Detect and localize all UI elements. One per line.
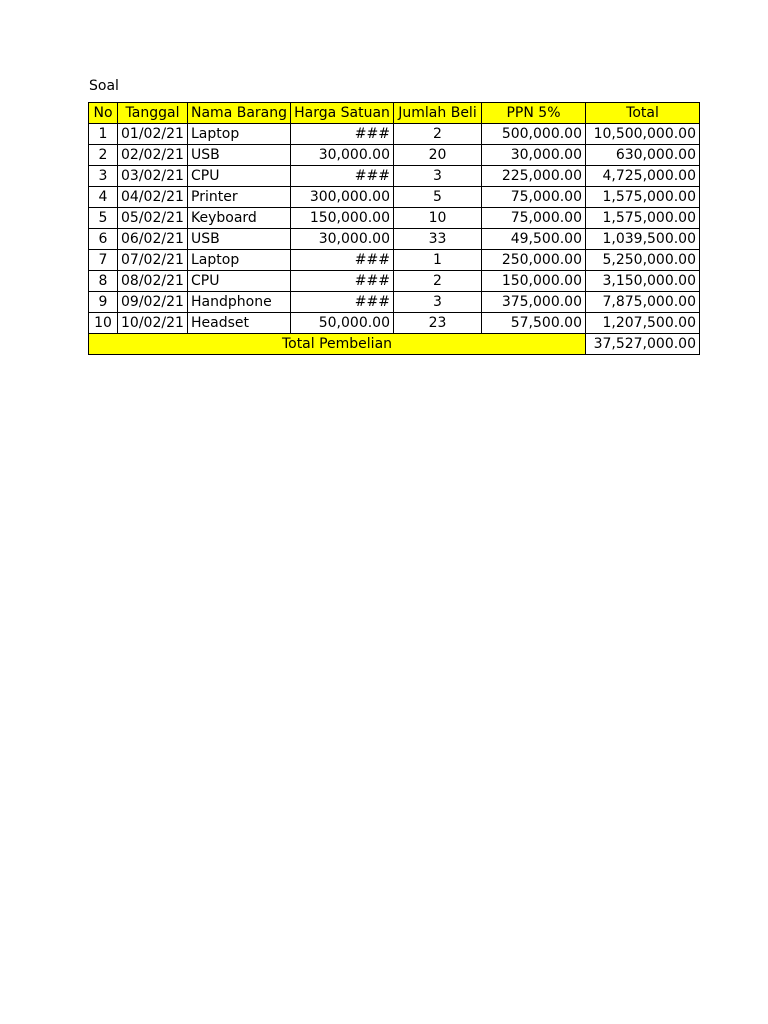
cell-no[interactable]: 10 [89,313,118,334]
cell-harga-satuan[interactable]: 50,000.00 [291,313,394,334]
table-row [89,187,700,208]
cell-ppn[interactable]: 250,000.00 [482,250,586,271]
cell-tanggal[interactable]: 10/02/21 [118,313,188,334]
cell-tanggal[interactable]: 09/02/21 [118,292,188,313]
cell-jumlah-beli[interactable]: 3 [394,292,482,313]
cell-jumlah-beli[interactable]: 5 [394,187,482,208]
table-row [89,124,700,145]
cell-harga-satuan[interactable]: ### [291,271,394,292]
cell-tanggal[interactable]: 02/02/21 [118,145,188,166]
total-pembelian-value[interactable]: 37,527,000.00 [586,334,700,355]
cell-no[interactable]: 1 [89,124,118,145]
header-total[interactable]: Total [586,103,700,124]
table-row [89,250,700,271]
table-row [89,271,700,292]
header-jumlah-beli[interactable]: Jumlah Beli [394,103,482,124]
cell-total[interactable]: 1,575,000.00 [586,208,700,229]
cell-harga-satuan[interactable]: ### [291,250,394,271]
cell-harga-satuan[interactable]: 300,000.00 [291,187,394,208]
cell-total[interactable]: 1,039,500.00 [586,229,700,250]
cell-no[interactable]: 5 [89,208,118,229]
cell-tanggal[interactable]: 08/02/21 [118,271,188,292]
cell-tanggal[interactable]: 01/02/21 [118,124,188,145]
cell-tanggal[interactable]: 04/02/21 [118,187,188,208]
cell-total[interactable]: 10,500,000.00 [586,124,700,145]
cell-harga-satuan[interactable]: 30,000.00 [291,145,394,166]
cell-nama-barang[interactable]: CPU [188,166,291,187]
cell-nama-barang[interactable]: USB [188,229,291,250]
cell-nama-barang[interactable]: Printer [188,187,291,208]
cell-no[interactable]: 2 [89,145,118,166]
cell-no[interactable]: 3 [89,166,118,187]
cell-nama-barang[interactable]: Handphone [188,292,291,313]
cell-total[interactable]: 5,250,000.00 [586,250,700,271]
cell-ppn[interactable]: 150,000.00 [482,271,586,292]
header-row [89,103,700,124]
table-row [89,166,700,187]
cell-no[interactable]: 6 [89,229,118,250]
cell-ppn[interactable]: 49,500.00 [482,229,586,250]
cell-nama-barang[interactable]: Laptop [188,250,291,271]
cell-nama-barang[interactable]: Headset [188,313,291,334]
cell-harga-satuan[interactable]: 30,000.00 [291,229,394,250]
cell-nama-barang[interactable]: Laptop [188,124,291,145]
purchase-table [88,102,700,355]
table-row [89,313,700,334]
table-row [89,145,700,166]
header-no[interactable]: No [89,103,118,124]
cell-jumlah-beli[interactable]: 3 [394,166,482,187]
cell-nama-barang[interactable]: USB [188,145,291,166]
cell-harga-satuan[interactable]: 150,000.00 [291,208,394,229]
cell-ppn[interactable]: 57,500.00 [482,313,586,334]
total-pembelian-label[interactable]: Total Pembelian [89,334,586,355]
cell-ppn[interactable]: 75,000.00 [482,187,586,208]
cell-ppn[interactable]: 30,000.00 [482,145,586,166]
cell-tanggal[interactable]: 03/02/21 [118,166,188,187]
cell-harga-satuan[interactable]: ### [291,124,394,145]
cell-ppn[interactable]: 225,000.00 [482,166,586,187]
cell-harga-satuan[interactable]: ### [291,166,394,187]
cell-jumlah-beli[interactable]: 33 [394,229,482,250]
cell-jumlah-beli[interactable]: 20 [394,145,482,166]
table-row [89,292,700,313]
cell-jumlah-beli[interactable]: 10 [394,208,482,229]
cell-ppn[interactable]: 500,000.00 [482,124,586,145]
table-row [89,208,700,229]
cell-total[interactable]: 1,207,500.00 [586,313,700,334]
cell-nama-barang[interactable]: CPU [188,271,291,292]
header-nama-barang[interactable]: Nama Barang [188,103,291,124]
sheet-caption: Soal [89,78,119,94]
cell-tanggal[interactable]: 06/02/21 [118,229,188,250]
cell-jumlah-beli[interactable]: 23 [394,313,482,334]
cell-no[interactable]: 9 [89,292,118,313]
cell-ppn[interactable]: 375,000.00 [482,292,586,313]
cell-no[interactable]: 4 [89,187,118,208]
header-harga-satuan[interactable]: Harga Satuan [291,103,394,124]
cell-no[interactable]: 7 [89,250,118,271]
cell-total[interactable]: 4,725,000.00 [586,166,700,187]
table-body [89,124,700,334]
cell-total[interactable]: 1,575,000.00 [586,187,700,208]
cell-nama-barang[interactable]: Keyboard [188,208,291,229]
cell-tanggal[interactable]: 05/02/21 [118,208,188,229]
cell-jumlah-beli[interactable]: 2 [394,271,482,292]
cell-harga-satuan[interactable]: ### [291,292,394,313]
cell-no[interactable]: 8 [89,271,118,292]
cell-total[interactable]: 630,000.00 [586,145,700,166]
table-row [89,229,700,250]
cell-total[interactable]: 7,875,000.00 [586,292,700,313]
cell-jumlah-beli[interactable]: 2 [394,124,482,145]
cell-jumlah-beli[interactable]: 1 [394,250,482,271]
header-tanggal[interactable]: Tanggal [118,103,188,124]
cell-ppn[interactable]: 75,000.00 [482,208,586,229]
total-row [89,334,700,355]
cell-tanggal[interactable]: 07/02/21 [118,250,188,271]
header-ppn[interactable]: PPN 5% [482,103,586,124]
cell-total[interactable]: 3,150,000.00 [586,271,700,292]
